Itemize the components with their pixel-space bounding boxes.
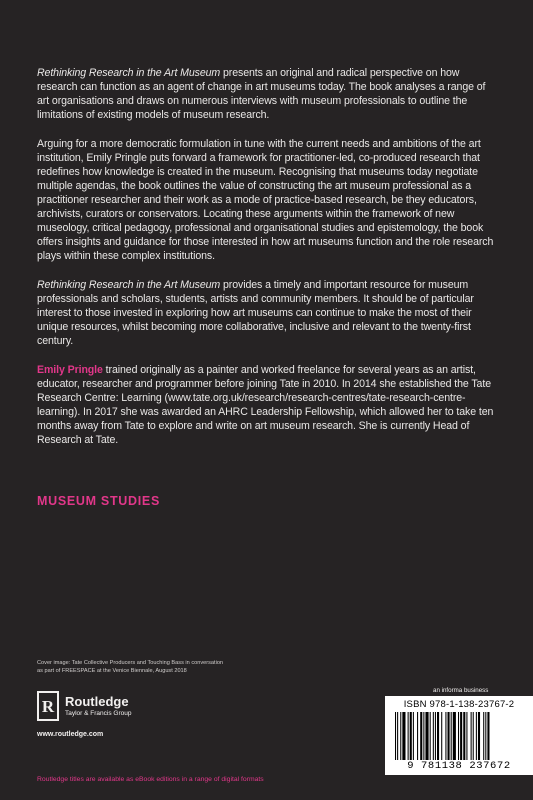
routledge-logo-icon <box>37 691 59 721</box>
isbn-text: ISBN 978-1-138-23767-2 <box>403 699 515 710</box>
author-bio-text: trained originally as a painter and worked freelance for several years as an artist, educator, researcher and programmer before joining Tate in 2010. In 2014 she established the Tate Research Centre: Learning (www.tate.org.uk/research/research-centres/tate-research-centre-learning). In 2017 she was awarded an AHRC Leadership Fellowship, which allowed her to take ten months away from Tate to explore and write on art museum research. She is currently Head of Research at Tate. <box>37 364 494 446</box>
barcode-panel <box>385 696 533 775</box>
author-bio <box>37 363 499 447</box>
blurb-paragraph-2: Arguing for a more democratic formulation in tune with the current needs and ambitions of the art institution, Emily Pringle puts forward a framework for practitioner-led, co-produced research that redefines how knowledge is created in the museum. Recognising that museums today negotiate multiple agendas, the book outlines the value of constructing the art museum professional as a practitioner researcher and their work as a mode of practice-based research, be they educators, archivists, curators or conservators. Locating these arguments within the framework of new museology, critical pedagogy, professional and organisational studies and epistemology, the book offers insights and guidance for those interested in how art museums function and the role research plays within these complex institutions. <box>37 138 494 262</box>
book-title-italic: Rethinking Research in the Art Museum <box>37 279 221 291</box>
blurb-paragraph-1-text: presents an original and radical perspective on how research can function as an agent of change in art museums today. The book analyses a range of art organisations and draws on numerous interviews with museum professionals to outline the limitations of existing models of museum research. <box>37 67 486 121</box>
publisher-website: www.routledge.com <box>37 731 104 738</box>
publisher-wordmark <box>65 695 131 718</box>
author-name: Emily Pringle <box>37 364 103 376</box>
cover-image-credit <box>37 659 337 675</box>
blurb-paragraph-1 <box>37 66 499 122</box>
blurb <box>37 66 499 462</box>
logo-letter: R <box>41 697 55 716</box>
barcode-image <box>395 712 523 760</box>
blurb-paragraph-3-text: provides a timely and important resource for museum professionals and scholars, students, artists and community members. It should be of particular interest to those invested in exploring how art museums can continue to make the most of their unique resources, whilst becoming more collaborative, inclusive and relevant to the twenty-first century. <box>37 279 474 347</box>
book-title-italic: Rethinking Research in the Art Museum <box>37 67 221 79</box>
publisher-logo <box>37 690 131 722</box>
blurb-paragraph-3 <box>37 278 499 348</box>
cover-credit-line-1: Cover image: Tate Collective Producers and Touching Bass in conversation <box>37 660 224 666</box>
informa-tagline: an informa business <box>433 687 489 694</box>
cover-credit-line-2: as part of FREESPACE at the Venice Biennale, August 2018 <box>37 668 187 674</box>
subject-category: MUSEUM STUDIES <box>37 494 161 508</box>
barcode-digits: 9 781138 237672 <box>407 760 511 772</box>
ebook-note: Routledge titles are available as eBook editions in a range of digital formats <box>37 776 264 783</box>
publisher-group: Taylor & Francis Group <box>65 709 132 717</box>
publisher-name: Routledge <box>65 693 129 709</box>
